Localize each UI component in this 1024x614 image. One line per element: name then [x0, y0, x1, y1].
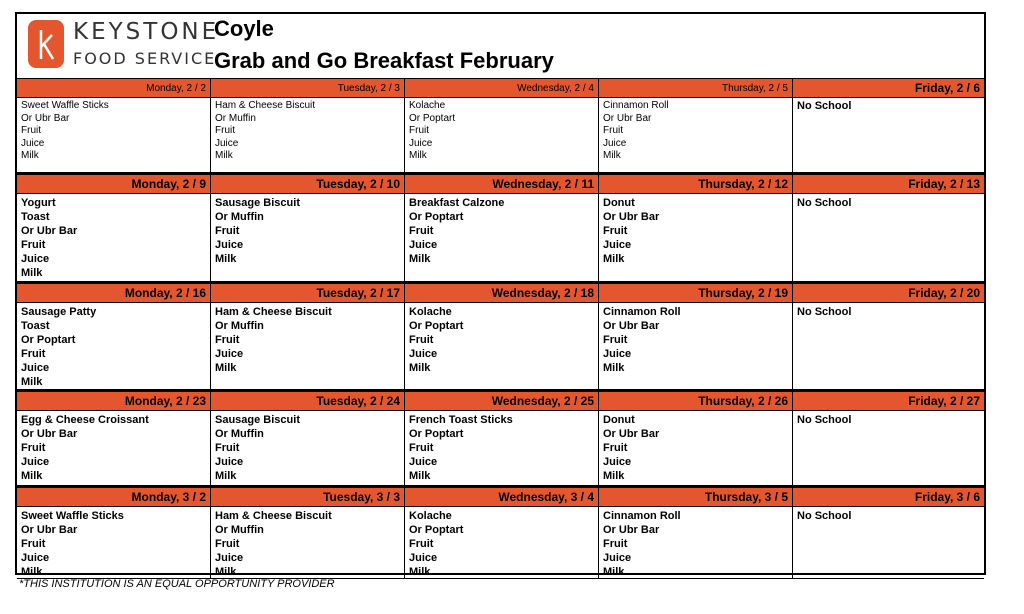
day-date: Friday, 2 / 20: [793, 284, 984, 303]
menu-item: Juice: [21, 253, 50, 265]
day-menu: [599, 194, 793, 282]
menu-item: Cinnamon Roll: [603, 510, 681, 522]
menu-item: Milk: [21, 267, 43, 279]
day-menu: [793, 194, 984, 282]
footer-note: *THIS INSTITUTION IS AN EQUAL OPPORTUNITY PROVIDER: [19, 578, 335, 590]
week-row: [17, 79, 984, 175]
menu-item: Kolache: [409, 510, 452, 522]
menu-item: Sausage Biscuit: [215, 197, 300, 209]
menu-item: Fruit: [409, 442, 434, 454]
menu-item: Sweet Waffle Sticks: [21, 100, 109, 111]
day-menu: [17, 194, 211, 282]
menu-item: Milk: [409, 362, 431, 374]
menu-item: Juice: [603, 239, 632, 251]
menu-item: Fruit: [603, 225, 628, 237]
menu-item: Juice: [215, 456, 244, 468]
day-date: Monday, 2 / 16: [17, 284, 211, 303]
menu-item: Fruit: [603, 538, 628, 550]
menu-item: Fruit: [215, 334, 240, 346]
day-menu: [17, 98, 211, 173]
menu-item: Ham & Cheese Biscuit: [215, 100, 316, 111]
week-row: [17, 488, 984, 579]
day-menu: [793, 411, 984, 486]
menu-item: Or Muffin: [215, 211, 264, 223]
menu-item: Juice: [21, 362, 50, 374]
day-menu: [405, 411, 599, 486]
menu-item: Fruit: [409, 225, 434, 237]
menu-item: Juice: [21, 552, 50, 564]
menu-item: Ham & Cheese Biscuit: [215, 510, 332, 522]
menu-calendar: [17, 79, 984, 579]
menu-item: Or Ubr Bar: [21, 112, 70, 124]
menu-item: Fruit: [409, 125, 429, 137]
menu-item: Fruit: [21, 125, 41, 137]
day-date: Thursday, 2 / 19: [599, 284, 793, 303]
menu-item: Juice: [409, 456, 438, 468]
menu-item: Milk: [215, 253, 237, 265]
menu-item: Juice: [603, 552, 632, 564]
day-date: Wednesday, 2 / 11: [405, 175, 599, 194]
menu-item: Milk: [603, 150, 621, 162]
day-date: Friday, 3 / 6: [793, 488, 984, 507]
header: [17, 14, 984, 79]
menu-item: Or Poptart: [21, 334, 76, 346]
menu-item: Kolache: [409, 306, 452, 318]
day-menu: [17, 303, 211, 390]
menu-item: Milk: [603, 253, 625, 265]
day-menu: [599, 98, 793, 173]
day-menu: [405, 303, 599, 390]
menu-item: Juice: [21, 137, 45, 149]
menu-item: Milk: [215, 150, 233, 162]
week-header-row: [17, 175, 984, 194]
menu-item: Sausage Biscuit: [215, 414, 300, 426]
day-date: Monday, 2 / 23: [17, 392, 211, 411]
menu-item: French Toast Sticks: [409, 414, 513, 426]
week-header-row: [17, 79, 984, 98]
day-date: Tuesday, 2 / 10: [211, 175, 405, 194]
week-body-row: [17, 411, 984, 486]
day-menu: [405, 194, 599, 282]
menu-item: Fruit: [603, 442, 628, 454]
brand-line2: FOOD SERVICE: [73, 49, 217, 68]
menu-item: Or Ubr Bar: [21, 428, 78, 440]
day-menu: [405, 507, 599, 579]
menu-item: Milk: [21, 470, 43, 482]
day-menu: [17, 507, 211, 579]
menu-item: Milk: [21, 566, 43, 578]
menu-item: Or Muffin: [215, 524, 264, 536]
menu-item: Milk: [603, 362, 625, 374]
menu-item: Fruit: [21, 348, 46, 360]
menu-item: Or Ubr Bar: [21, 524, 78, 536]
menu-item: Yogurt: [21, 197, 56, 209]
menu-item: Milk: [409, 566, 431, 578]
menu-item: Juice: [215, 239, 244, 251]
day-date: Thursday, 2 / 5: [599, 79, 793, 98]
menu-item: Or Poptart: [409, 211, 464, 223]
menu-item: Or Ubr Bar: [603, 428, 660, 440]
menu-item: Milk: [215, 566, 237, 578]
week-header-row: [17, 392, 984, 411]
menu-item: Breakfast Calzone: [409, 197, 505, 209]
week-body-row: [17, 194, 984, 282]
week-row: [17, 392, 984, 488]
day-menu: [793, 98, 984, 173]
menu-item: Fruit: [215, 442, 240, 454]
brand-line1: KEYSTONE: [73, 19, 220, 45]
menu-item: Milk: [409, 253, 431, 265]
day-menu: [211, 194, 405, 282]
week-row: [17, 175, 984, 284]
menu-item: No School: [797, 100, 852, 112]
menu-item: Juice: [409, 552, 438, 564]
day-date: Thursday, 2 / 26: [599, 392, 793, 411]
day-menu: [17, 411, 211, 486]
menu-item: Fruit: [215, 538, 240, 550]
week-body-row: [17, 98, 984, 173]
menu-item: Fruit: [21, 442, 46, 454]
day-date: Wednesday, 2 / 4: [405, 79, 599, 98]
menu-item: Fruit: [21, 538, 46, 550]
week-header-row: [17, 488, 984, 507]
day-menu: [599, 507, 793, 579]
menu-item: Fruit: [603, 125, 623, 137]
menu-item: Milk: [215, 470, 237, 482]
menu-item: Milk: [21, 376, 43, 388]
week-header-row: [17, 284, 984, 303]
menu-item: Donut: [603, 414, 635, 426]
menu-item: Juice: [603, 137, 627, 149]
menu-item: Or Muffin: [215, 320, 264, 332]
menu-item: Or Poptart: [409, 524, 464, 536]
menu-item: Milk: [21, 150, 39, 162]
day-menu: [211, 303, 405, 390]
day-menu: [211, 411, 405, 486]
menu-item: Or Ubr Bar: [603, 524, 660, 536]
menu-item: Or Muffin: [215, 112, 256, 124]
menu-item: Juice: [603, 456, 632, 468]
day-date: Wednesday, 2 / 18: [405, 284, 599, 303]
menu-item: Fruit: [215, 225, 240, 237]
menu-item: Juice: [603, 348, 632, 360]
menu-item: Juice: [409, 137, 433, 149]
day-date: Friday, 2 / 27: [793, 392, 984, 411]
day-menu: [211, 507, 405, 579]
menu-item: Or Ubr Bar: [21, 225, 78, 237]
menu-item: Fruit: [409, 538, 434, 550]
keystone-logo-icon: [28, 20, 64, 68]
day-date: Friday, 2 / 13: [793, 175, 984, 194]
school-name: Coyle: [214, 16, 274, 41]
menu-item: No School: [797, 306, 852, 318]
menu-item: Or Ubr Bar: [603, 211, 660, 223]
day-menu: [793, 303, 984, 390]
menu-item: Egg & Cheese Croissant: [21, 414, 149, 426]
menu-item: Or Poptart: [409, 112, 456, 124]
menu-item: No School: [797, 197, 852, 209]
day-date: Tuesday, 3 / 3: [211, 488, 405, 507]
menu-item: Kolache: [409, 100, 446, 111]
menu-item: Juice: [215, 552, 244, 564]
menu-title: Grab and Go Breakfast February: [214, 48, 554, 73]
menu-item: Fruit: [409, 334, 434, 346]
menu-item: No School: [797, 414, 852, 426]
week-body-row: [17, 507, 984, 579]
week-row: [17, 284, 984, 392]
menu-item: Juice: [215, 137, 239, 149]
menu-item: Donut: [603, 197, 635, 209]
menu-item: Or Poptart: [409, 320, 464, 332]
day-date: Monday, 3 / 2: [17, 488, 211, 507]
menu-item: Toast: [21, 320, 50, 332]
menu-item: Or Poptart: [409, 428, 464, 440]
menu-item: Milk: [409, 150, 427, 162]
menu-item: Toast: [21, 211, 50, 223]
menu-item: Milk: [603, 470, 625, 482]
day-menu: [599, 303, 793, 390]
day-menu: [405, 98, 599, 173]
menu-item: Sweet Waffle Sticks: [21, 510, 124, 522]
menu-item: Ham & Cheese Biscuit: [215, 306, 332, 318]
menu-item: Or Muffin: [215, 428, 264, 440]
menu-item: Fruit: [215, 125, 235, 137]
menu-item: Fruit: [21, 239, 46, 251]
day-date: Monday, 2 / 2: [17, 79, 211, 98]
day-menu: [599, 411, 793, 486]
day-date: Tuesday, 2 / 17: [211, 284, 405, 303]
menu-item: Or Ubr Bar: [603, 112, 652, 124]
day-date: Monday, 2 / 9: [17, 175, 211, 194]
day-date: Thursday, 2 / 12: [599, 175, 793, 194]
menu-item: Juice: [215, 348, 244, 360]
menu-item: Fruit: [603, 334, 628, 346]
menu-sheet: [15, 12, 986, 578]
day-date: Friday, 2 / 6: [793, 79, 984, 98]
day-date: Tuesday, 2 / 24: [211, 392, 405, 411]
menu-item: Juice: [21, 456, 50, 468]
menu-item: Juice: [409, 348, 438, 360]
day-date: Thursday, 3 / 5: [599, 488, 793, 507]
menu-item: Milk: [603, 566, 625, 578]
menu-item: Or Ubr Bar: [603, 320, 660, 332]
menu-item: Cinnamon Roll: [603, 100, 669, 111]
day-menu: [211, 98, 405, 173]
menu-item: Milk: [409, 470, 431, 482]
day-date: Tuesday, 2 / 3: [211, 79, 405, 98]
day-menu: [793, 507, 984, 579]
menu-item: Cinnamon Roll: [603, 306, 681, 318]
day-date: Wednesday, 2 / 25: [405, 392, 599, 411]
menu-item: No School: [797, 510, 852, 522]
menu-item: Milk: [215, 362, 237, 374]
day-date: Wednesday, 3 / 4: [405, 488, 599, 507]
menu-item: Juice: [409, 239, 438, 251]
menu-item: Sausage Patty: [21, 306, 97, 318]
week-body-row: [17, 303, 984, 390]
